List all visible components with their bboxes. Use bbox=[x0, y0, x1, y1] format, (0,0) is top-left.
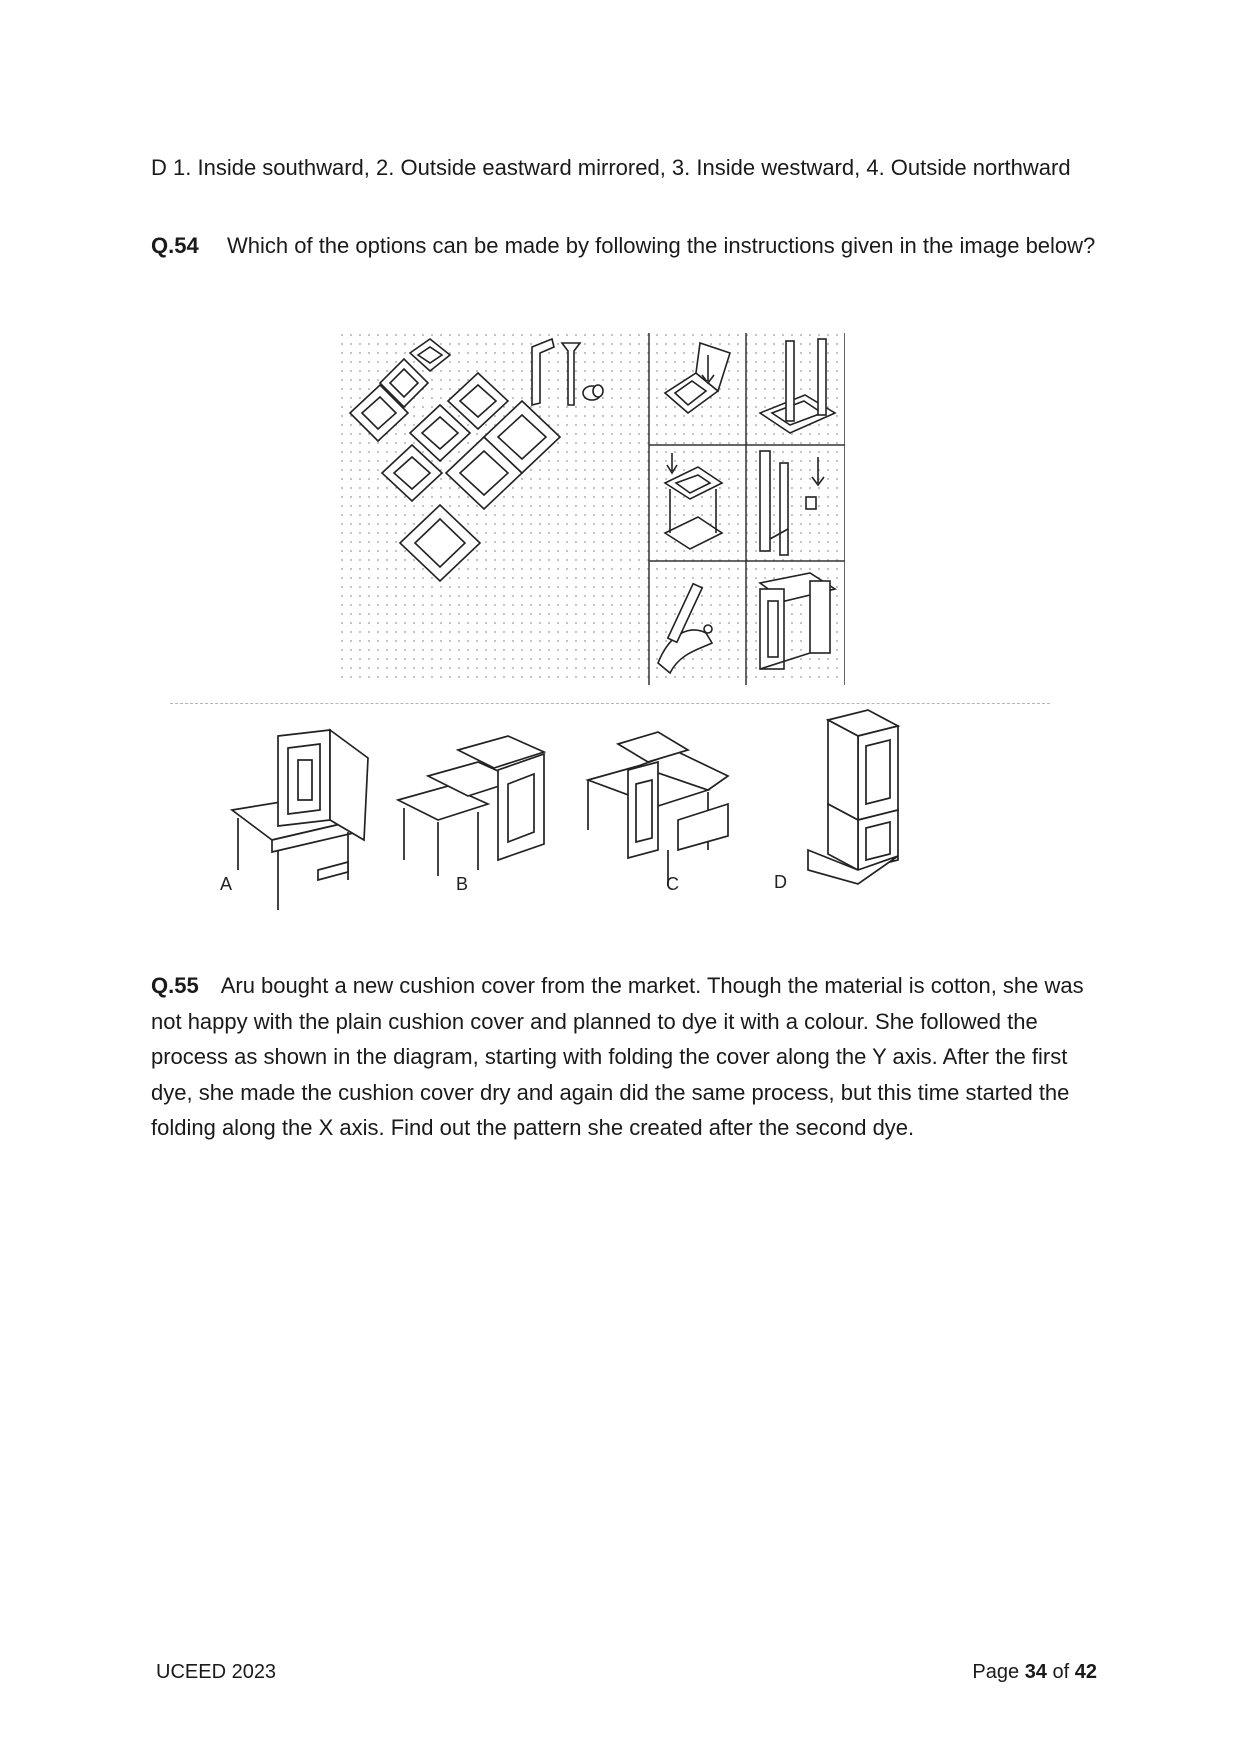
question-number: Q.55 bbox=[151, 973, 199, 998]
previous-option-d bbox=[151, 153, 1101, 183]
footer-exam-name: UCEED 2023 bbox=[156, 1661, 277, 1683]
option-b-drawing bbox=[398, 736, 544, 876]
page-word: Page bbox=[972, 1661, 1020, 1683]
question-text: Which of the options can be made by following the instructions given in the image below? bbox=[227, 233, 1096, 258]
option-c-label: C bbox=[666, 874, 679, 894]
assembly-instructions-figure bbox=[340, 333, 845, 685]
page-of: of bbox=[1052, 1661, 1070, 1683]
option-label: D bbox=[151, 155, 167, 180]
option-d-label: D bbox=[774, 872, 787, 892]
page-total: 42 bbox=[1074, 1661, 1097, 1683]
option-c-drawing bbox=[588, 732, 728, 886]
dowel-end bbox=[593, 385, 603, 397]
question-text: Aru bought a new cushion cover from the market. Though the material is cotton, she was not happy with the plain cushion cover and planned to dye it with a colour. She followed the process as shown in the diagram, starting with folding the cover along the Y axis. After the first dye, she made the cushion cover dry and again did the same process, but this time started the folding along the X axis. Find out the pattern she created after the second dye. bbox=[151, 973, 1084, 1140]
footer-page-number bbox=[972, 1658, 1097, 1686]
option-a-drawing bbox=[232, 730, 368, 910]
option-text: 1. Inside southward, 2. Outside eastward mirrored, 3. Inside westward, 4. Outside northward bbox=[173, 155, 1071, 180]
option-a-label: A bbox=[220, 874, 233, 894]
answer-options-figure bbox=[168, 700, 1054, 930]
question-number: Q.54 bbox=[151, 233, 199, 258]
option-d-drawing bbox=[808, 710, 898, 884]
option-b-label: B bbox=[456, 874, 469, 894]
question-55 bbox=[151, 968, 1101, 1146]
page-current: 34 bbox=[1024, 1661, 1047, 1683]
